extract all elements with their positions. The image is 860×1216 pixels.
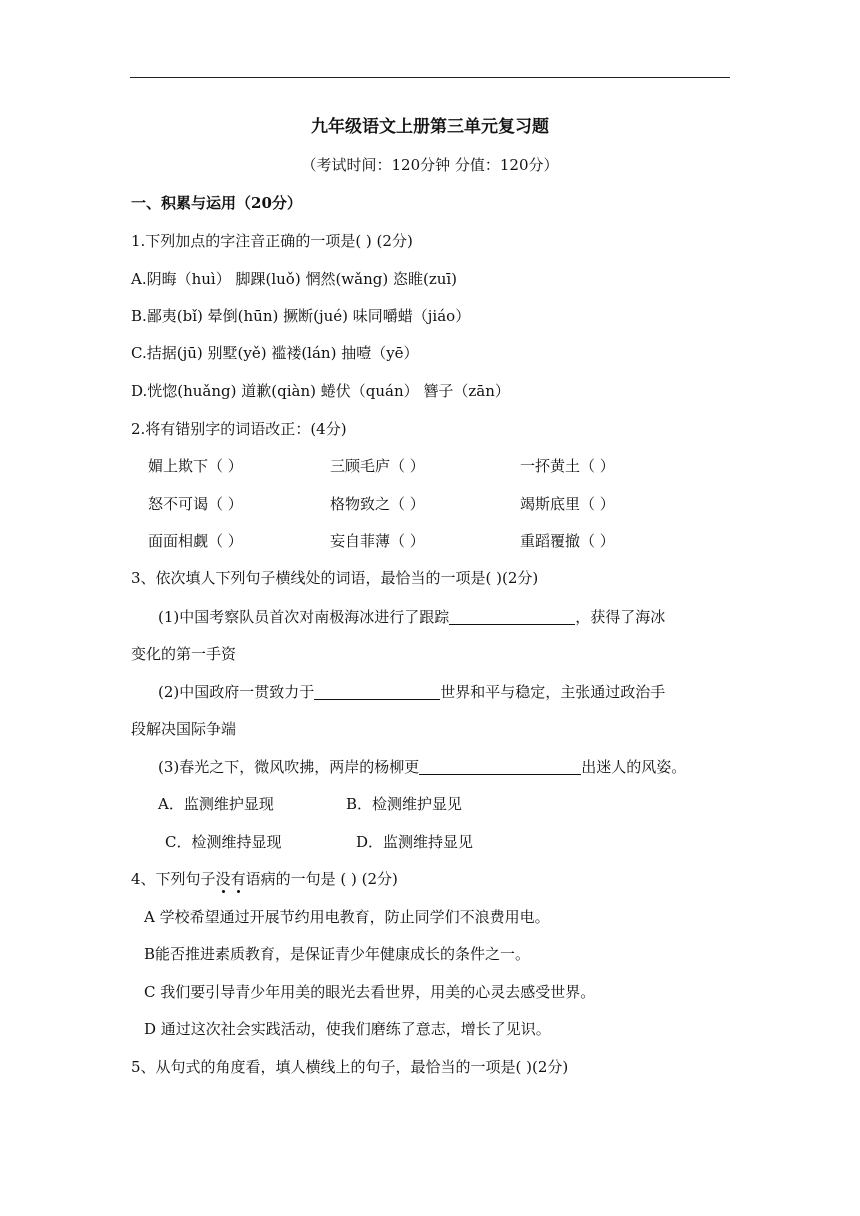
- answer-blank: [314, 683, 440, 700]
- stem-text: 4、下列句子: [131, 870, 216, 888]
- sentence-text: ，获得了海冰: [575, 608, 666, 626]
- emphasis-char: 没: [215, 870, 231, 888]
- question-3-option-b: B．检测维护显见: [346, 795, 463, 813]
- question-1-option-a: A.阴晦（huì） 脚踝(luǒ) 惘然(wǎng) 恣睢(zuī): [131, 270, 458, 288]
- question-2-item: 竭斯底里（ ）: [520, 495, 615, 513]
- question-3-option-d: D．监测维持显见: [356, 833, 474, 851]
- question-4-option-b: B能否推进素质教育，是保证青少年健康成长的条件之一。: [144, 945, 531, 963]
- question-4-option-c: C 我们要引导青少年用美的眼光去看世界，用美的心灵去感受世界。: [144, 983, 596, 1001]
- question-4-stem: [131, 869, 398, 889]
- question-4-option-a: A 学校希望通过开展节约用电教育，防止同学们不浪费用电。: [144, 908, 550, 926]
- answer-blank: [449, 608, 575, 625]
- sentence-text: 出迷人的风姿。: [581, 758, 687, 776]
- sentence-text: (3)春光之下，微风吹拂，两岸的杨柳更: [158, 758, 420, 776]
- emphasis-char: 有: [230, 870, 246, 888]
- stem-text: 语病的一句是 ( ) (2分): [245, 870, 398, 888]
- question-1-option-d: D.恍惚(huǎng) 道歉(qiàn) 蜷伏（quán） 簪子（zān）: [131, 382, 510, 400]
- question-2-item: 三顾毛庐（ ）: [330, 457, 425, 475]
- sentence-text: 世界和平与稳定，主张通过政治手: [440, 683, 666, 701]
- sentence-text: (2)中国政府一贯致力于: [158, 683, 315, 701]
- question-2-item: 一抔黄土（ ）: [520, 457, 615, 475]
- section-heading: 一、积累与运用（20分）: [131, 194, 302, 212]
- question-3-sentence-2: [158, 682, 665, 702]
- exam-info: （考试时间：120分钟 分值：120分）: [301, 156, 559, 174]
- page-title: 九年级语文上册第三单元复习题: [311, 117, 549, 137]
- question-2-item: 怒不可谒（ ）: [148, 495, 243, 513]
- sentence-text: (1)中国考察队员首次对南极海冰进行了跟踪: [158, 608, 450, 626]
- question-2-item: 格物致之（ ）: [330, 495, 425, 513]
- question-3-sentence-2-cont: 段解决国际争端: [131, 720, 237, 738]
- question-3-sentence-3: [158, 757, 686, 777]
- question-3-option-a: A．监测维护显现: [158, 795, 274, 813]
- question-2-item: 面面相觑（ ）: [148, 532, 243, 550]
- question-2-item: 妄自菲薄（ ）: [330, 532, 425, 550]
- question-1-option-b: B.鄙夷(bǐ) 晕倒(hūn) 撅断(jué) 味同嚼蜡（jiáo）: [131, 307, 471, 325]
- question-3-option-c: C．检测维持显现: [165, 833, 282, 851]
- header-rule: [130, 77, 730, 78]
- question-5-stem: 5、从句式的角度看，填人横线上的句子，最恰当的一项是( )(2分): [131, 1058, 569, 1076]
- answer-blank: [419, 758, 581, 775]
- question-3-sentence-1: [158, 607, 665, 627]
- question-1-option-c: C.拮据(jū) 别墅(yě) 褴褛(lán) 抽噎（yē）: [131, 344, 419, 362]
- question-3-sentence-1-cont: 变化的第一手资: [131, 645, 237, 663]
- question-3-stem: 3、依次填人下列句子横线处的词语，最恰当的一项是( )(2分): [131, 569, 539, 587]
- question-2-item: 重蹈覆撤（ ）: [520, 532, 615, 550]
- question-2-item: 媚上欺下（ ）: [148, 457, 243, 475]
- question-2-stem: 2.将有错别字的词语改正：(4分): [131, 420, 347, 438]
- question-4-option-d: D 通过这次社会实践活动，使我们磨练了意志，增长了见识。: [144, 1020, 551, 1038]
- question-1-stem: 1.下列加点的字注音正确的一项是( ) (2分): [131, 232, 413, 250]
